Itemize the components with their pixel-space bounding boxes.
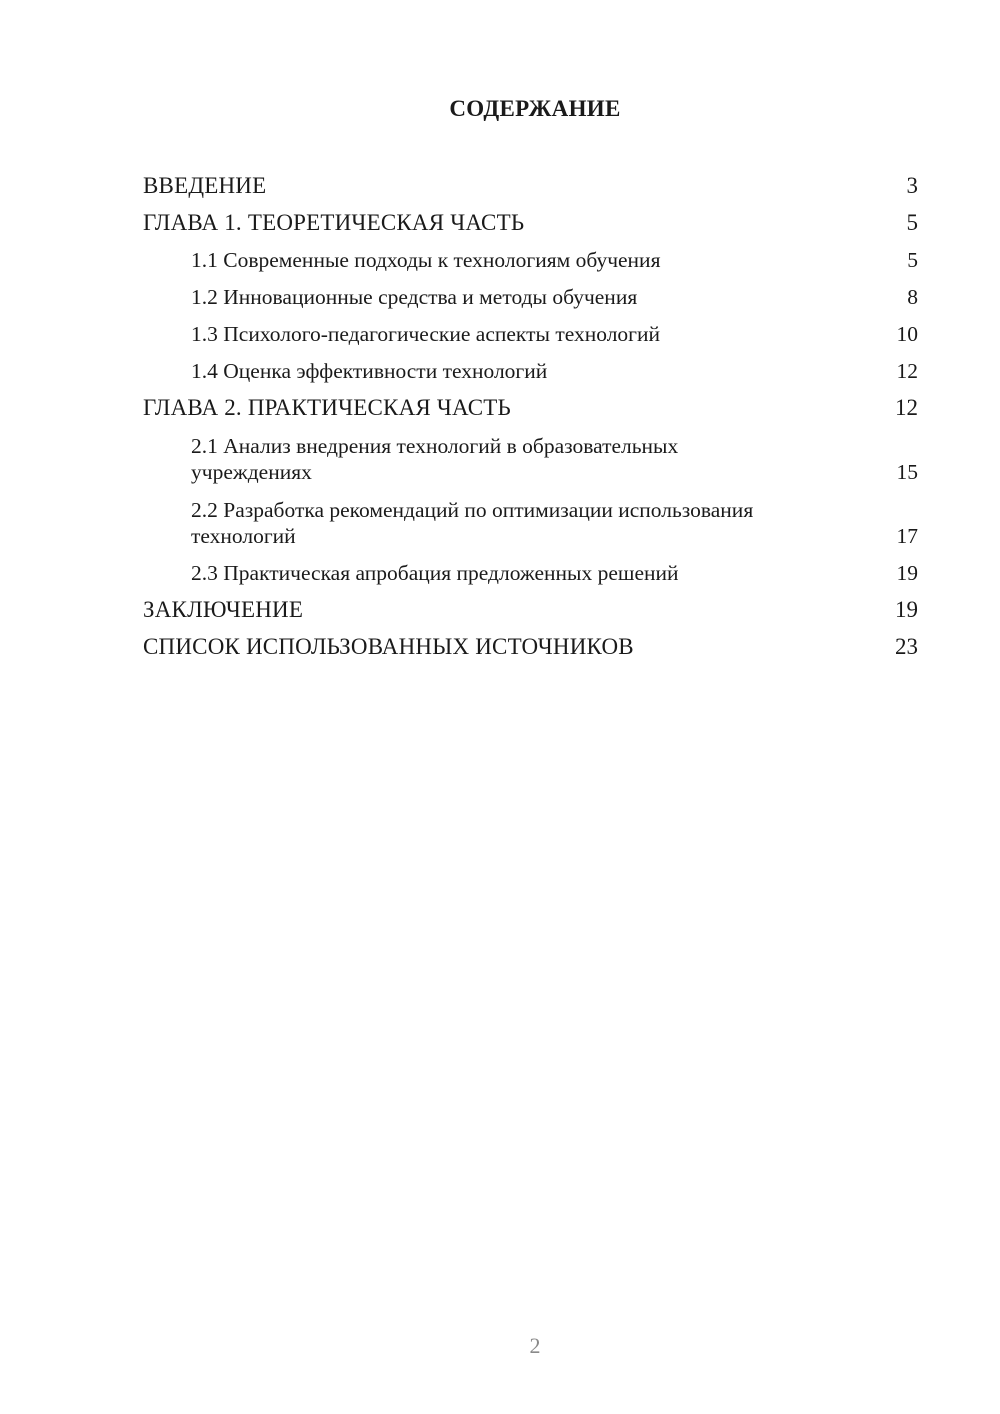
toc-entry-label: ВВЕДЕНИЕ (143, 173, 267, 198)
toc-entry-section-1-4[interactable] (143, 353, 918, 390)
toc-entry-section-2-1[interactable] (143, 427, 918, 491)
toc-entry-page: 10 (896, 322, 918, 346)
toc-entry-label: СПИСОК ИСПОЛЬЗОВАННЫХ ИСТОЧНИКОВ (143, 634, 634, 659)
toc-entry-page: 12 (895, 395, 918, 420)
toc-entry-section-2-2[interactable] (143, 491, 918, 555)
toc-entry-page: 19 (896, 561, 918, 585)
toc-entry-page: 17 (896, 524, 918, 548)
toc-entry-section-1-2[interactable] (143, 279, 918, 316)
toc-entry-page: 3 (906, 173, 918, 198)
toc-entry-page: 8 (907, 285, 918, 309)
toc-entry-label: 1.2 Инновационные средства и методы обучения (191, 285, 638, 309)
toc-entry-page: 23 (895, 634, 918, 659)
toc-entry-section-2-3[interactable] (143, 555, 918, 592)
toc-entry-page: 19 (895, 597, 918, 622)
toc-entry-chapter-1[interactable] (143, 205, 918, 242)
toc-entry-page: 15 (896, 460, 918, 484)
toc-entry-section-1-1[interactable] (143, 242, 918, 279)
toc-entry-page: 12 (896, 359, 918, 383)
toc-entry-label: 2.1 Анализ внедрения технологий в образовательных учреждениях (191, 434, 679, 484)
toc-entry-label: ГЛАВА 2. ПРАКТИЧЕСКАЯ ЧАСТЬ (143, 395, 511, 420)
toc-entry-label: 2.3 Практическая апробация предложенных решений (191, 561, 679, 585)
toc-entry-label: 1.4 Оценка эффективности технологий (191, 359, 548, 383)
toc-entry-label: 2.2 Разработка рекомендаций по оптимизации использования технологий (191, 498, 754, 548)
toc-entry-label: ЗАКЛЮЧЕНИЕ (143, 597, 304, 622)
toc-entry-conclusion[interactable] (143, 592, 918, 629)
toc-entry-label: ГЛАВА 1. ТЕОРЕТИЧЕСКАЯ ЧАСТЬ (143, 210, 525, 235)
toc-entry-chapter-2[interactable] (143, 390, 918, 427)
toc-entry-page: 5 (907, 248, 918, 272)
toc-entry-page: 5 (906, 210, 918, 235)
page-number: 2 (529, 1333, 541, 1358)
toc-entry-references[interactable] (143, 629, 918, 666)
toc-entry-section-1-3[interactable] (143, 316, 918, 353)
toc-entry-label: 1.1 Современные подходы к технологиям обучения (191, 248, 661, 272)
page-title: СОДЕРЖАНИЕ (449, 96, 621, 121)
toc-entry-label: 1.3 Психолого-педагогические аспекты технологий (191, 322, 661, 346)
table-of-contents (143, 168, 918, 666)
toc-entry-introduction[interactable] (143, 168, 918, 205)
